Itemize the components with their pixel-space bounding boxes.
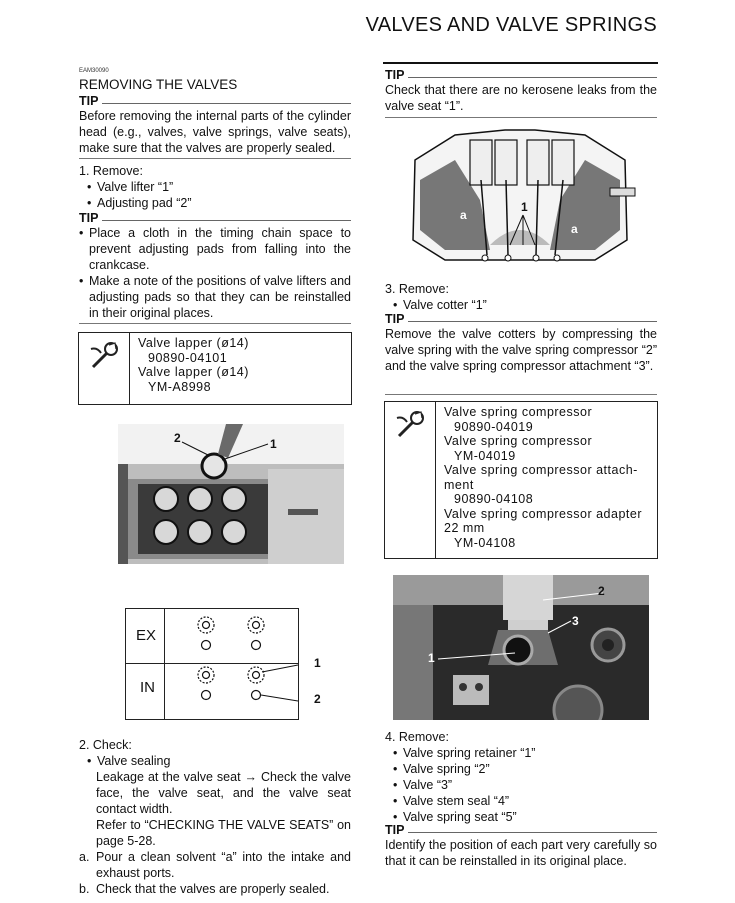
callout-label: 1 (270, 437, 277, 451)
callout-label: a (571, 222, 578, 236)
special-tool-box-2 (384, 401, 658, 559)
callout-label: 1 (521, 200, 528, 214)
tool-number: YM-A8998 (148, 379, 212, 394)
step-detail: Leakage at the valve seat → Check the valve face, the valve seat, and the valve seat contact width. (96, 770, 351, 816)
tip-block-4 (385, 312, 657, 374)
row-label-ex: EX (136, 627, 157, 644)
tip-label: TIP (79, 94, 99, 108)
step-title: 4. Remove: (385, 730, 449, 744)
divider (79, 158, 351, 159)
step-title: 1. Remove: (79, 164, 143, 178)
tip-label: TIP (385, 68, 405, 82)
tip-label: TIP (79, 211, 99, 225)
tool-name: 22 mm (444, 521, 485, 535)
tool-name: Valve spring compressor (444, 405, 593, 419)
divider (79, 323, 351, 324)
list-item: • Valve stem seal “4” (393, 794, 510, 808)
divider (385, 394, 657, 395)
row-label-in: IN (140, 679, 155, 696)
list-item: • Valve sealing (87, 754, 171, 768)
step-3 (385, 281, 657, 313)
valve-position-table (125, 608, 299, 720)
list-item: • Place a cloth in the timing chain space to prevent adjusting pads from falling into the crankcase. (79, 226, 351, 272)
special-tool-box-1 (78, 332, 352, 405)
list-item: • Valve cotter “1” (393, 298, 487, 312)
wrench-tool-icon (79, 333, 130, 404)
tip-text: Remove the valve cotters by compressing the valve spring with the valve spring compressor “2” and the valve spring compressor attachment “3”. (385, 327, 657, 373)
tip-text: Before removing the internal parts of the cylinder head (e.g., valves, valve springs, valve seats), make sure that the valves are properly sealed. (79, 109, 351, 155)
list-item: • Adjusting pad “2” (87, 196, 192, 210)
step-1 (79, 163, 351, 211)
sub-item: a. Pour a clean solvent “a” into the intake and exhaust ports. (79, 850, 351, 880)
tool-name: ment (444, 477, 474, 492)
sub-item: b. Check that the valves are properly sealed. (79, 882, 330, 896)
step-title: 2. Check: (79, 738, 132, 752)
header-rule (383, 62, 658, 64)
callout-label: 1 (428, 651, 435, 665)
list-item: • Valve “3” (393, 778, 453, 792)
list-item: • Make a note of the positions of valve lifters and adjusting pads so that they can be reinstalled in their original places. (79, 274, 351, 320)
page-title: VALVES AND VALVE SPRINGS (365, 14, 657, 36)
step-4 (385, 729, 657, 825)
callout-label: 3 (572, 614, 579, 628)
tool-number: YM-04019 (454, 448, 516, 463)
step-2 (79, 737, 351, 897)
tool-name: Valve spring compressor (444, 434, 593, 448)
tip-label: TIP (385, 312, 405, 326)
divider (385, 117, 657, 118)
callout-label: 1 (314, 656, 321, 670)
section-title: REMOVING THE VALVES (79, 77, 238, 92)
tool-name: Valve spring compressor attach- (444, 463, 638, 477)
tool-name: Valve lapper (ø14) (138, 365, 249, 379)
tip-block-1 (79, 94, 351, 156)
tip-block-5 (385, 823, 657, 869)
list-item: • Valve spring “2” (393, 762, 490, 776)
list-item: • Valve spring seat “5” (393, 810, 517, 824)
tool-number: 90890-04019 (454, 419, 534, 434)
list-item: • Valve lifter “1” (87, 180, 174, 194)
tool-number: 90890-04108 (454, 492, 534, 506)
wrench-tool-icon (385, 402, 436, 558)
step-title: 3. Remove: (385, 282, 449, 296)
step-reference: Refer to “CHECKING THE VALVE SEATS” on page 5-28. (96, 818, 351, 848)
cylinder-head-photo (118, 424, 344, 564)
tool-name: Valve spring compressor adapter (444, 506, 642, 521)
tip-block-3 (385, 68, 657, 114)
callout-label: 2 (314, 692, 321, 706)
callout-label: 2 (598, 584, 605, 598)
valve-spring-compressor-photo (393, 575, 649, 720)
list-item: • Valve spring retainer “1” (393, 746, 536, 760)
callout-label: a (460, 208, 467, 222)
section-code: EAM30090 (79, 68, 109, 74)
tip-label: TIP (385, 823, 405, 837)
tool-number: YM-04108 (454, 535, 516, 550)
tip-text: Identify the position of each part very carefully so that it can be reinstalled in its original place. (385, 838, 657, 868)
tip-text: Check that there are no kerosene leaks from the valve seat “1”. (385, 83, 657, 113)
valve-cross-section-diagram (395, 120, 645, 270)
callout-label: 2 (174, 431, 181, 445)
tip-block-2 (79, 211, 351, 321)
tool-name: Valve lapper (ø14) (138, 336, 249, 350)
tool-number: 90890-04101 (148, 350, 228, 365)
